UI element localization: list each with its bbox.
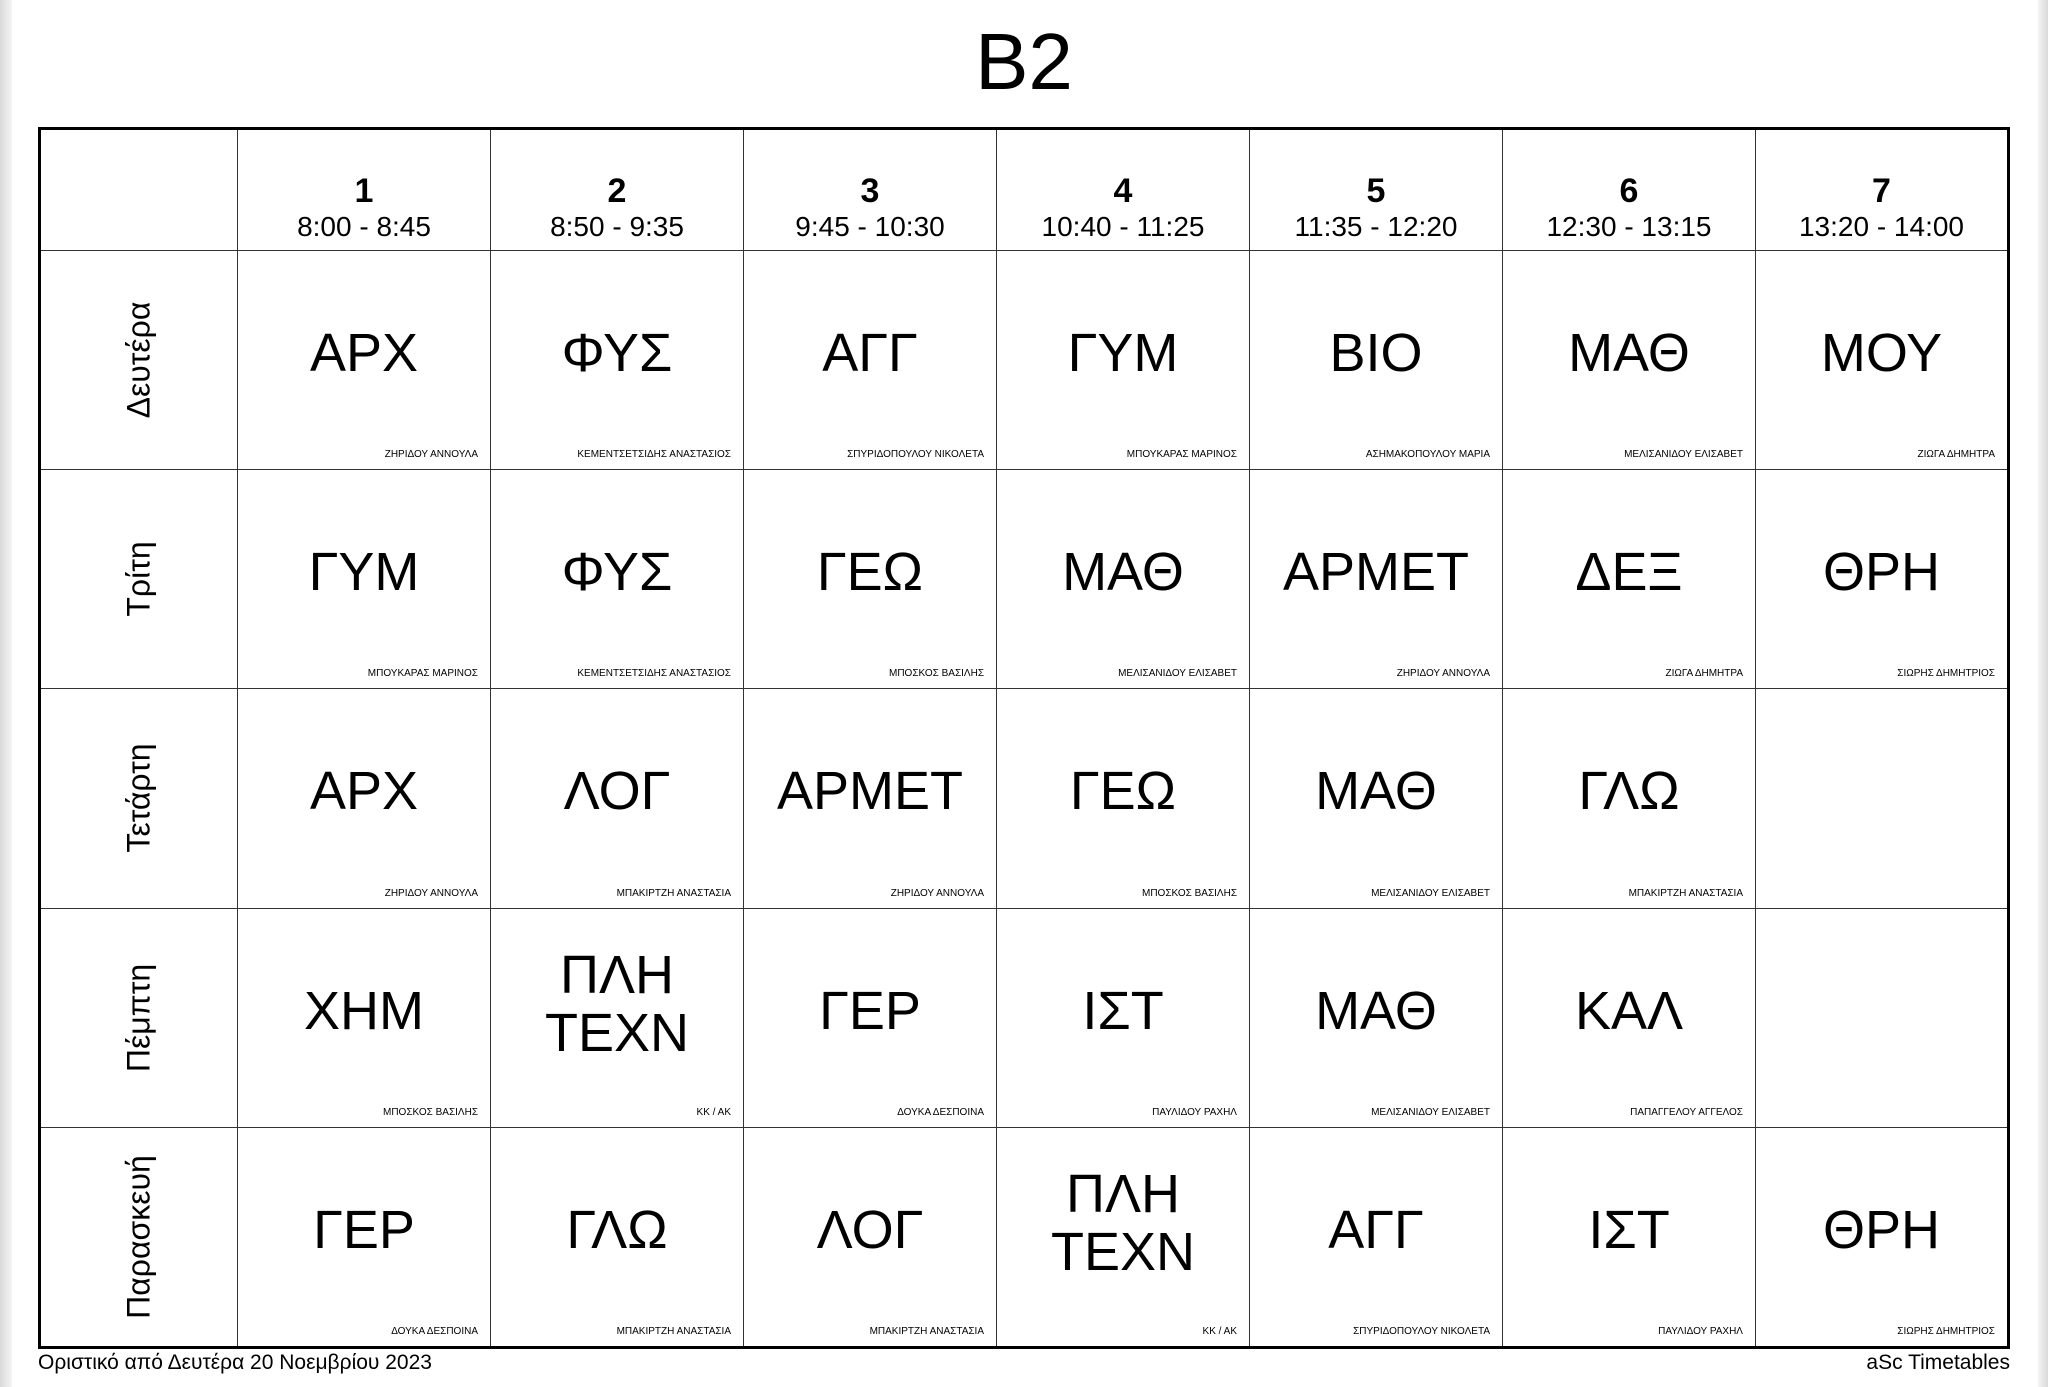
lesson-cell: [1503, 908, 1756, 1127]
period-header-1: [238, 129, 491, 251]
lesson-cell: [1503, 689, 1756, 908]
period-header-2: [491, 129, 744, 251]
teacher-name: ΣΠΥΡΙΔΟΠΟΥΛΟΥ ΝΙΚΟΛΕΤΑ: [847, 449, 984, 461]
period-number: 6: [1619, 172, 1639, 210]
teacher-name: ΜΠΟΥΚΑΡΑΣ ΜΑΡΙΝΟΣ: [367, 668, 478, 680]
lesson-cell: [238, 470, 491, 689]
subject-code: ΓΕΡ: [819, 980, 921, 1041]
lesson-cell: [1250, 1127, 1503, 1347]
teacher-name: ΖΙΩΓΑ ΔΗΜΗΤΡΑ: [1917, 449, 1995, 461]
subject-code: ΦΥΣ: [561, 323, 673, 384]
subject-code: ΛΟΓ: [816, 1199, 924, 1260]
subject-code: ΠΛΗ ΤΕΧΝ: [544, 944, 690, 1063]
day-label: Τρίτη: [120, 541, 157, 617]
period-time: 11:35 - 12:20: [1294, 211, 1458, 242]
day-row: [40, 470, 2009, 689]
lesson-cell: [744, 470, 997, 689]
lesson-cell: [997, 1127, 1250, 1347]
period-header-3: [744, 129, 997, 251]
teacher-name: ΜΠΟΥΚΑΡΑΣ ΜΑΡΙΝΟΣ: [1126, 449, 1237, 461]
lesson-cell: [997, 689, 1250, 908]
subject-code: ΜΟΥ: [1820, 323, 1943, 384]
lesson-cell: [744, 251, 997, 470]
teacher-name: ΚΚ / ΑΚ: [696, 1106, 731, 1118]
period-header-6: [1503, 129, 1756, 251]
subject-code: ΑΡΧ: [309, 323, 419, 384]
lesson-cell: [1250, 689, 1503, 908]
subject-code: ΑΡΜΕΤ: [1282, 542, 1470, 603]
subject-code: ΘΡΗ: [1822, 1199, 1941, 1260]
teacher-name: ΚΚ / ΑΚ: [1202, 1326, 1237, 1337]
lesson-cell: [1756, 251, 2009, 470]
subject-code: ΜΑΘ: [1315, 761, 1437, 822]
lesson-cell: [491, 689, 744, 908]
page-edge-left: [0, 0, 12, 1387]
day-header: [40, 689, 238, 908]
period-header-7: [1756, 129, 2009, 251]
lesson-cell: [238, 1127, 491, 1347]
subject-code: ΓΥΜ: [1067, 323, 1179, 384]
subject-code: ΚΑΛ: [1574, 980, 1684, 1041]
period-number: 2: [607, 172, 627, 210]
subject-code: ΜΑΘ: [1315, 980, 1437, 1041]
lesson-cell: [1756, 1127, 2009, 1347]
day-label: Πέμπτη: [120, 963, 157, 1072]
teacher-name: ΖΗΡΙΔΟΥ ΑΝΝΟΥΛΑ: [384, 887, 478, 899]
lesson-cell: [1503, 470, 1756, 689]
generator-credit: aSc Timetables: [1866, 1351, 2010, 1374]
subject-code: ΜΑΘ: [1568, 323, 1690, 384]
subject-code: ΙΣΤ: [1588, 1199, 1670, 1260]
period-time: 8:00 - 8:45: [297, 211, 431, 242]
subject-code: ΠΛΗ ΤΕΧΝ: [1050, 1163, 1196, 1282]
subject-code: ΑΡΧ: [309, 761, 419, 822]
teacher-name: ΠΑΥΛΙΔΟΥ ΡΑΧΗΛ: [1658, 1326, 1743, 1337]
teacher-name: ΜΠΟΣΚΟΣ ΒΑΣΙΛΗΣ: [383, 1106, 478, 1118]
subject-code: ΓΛΩ: [566, 1199, 668, 1260]
subject-code: ΛΟΓ: [563, 761, 671, 822]
lesson-cell: [238, 908, 491, 1127]
subject-code: ΓΕΡ: [313, 1199, 415, 1260]
lesson-cell-empty: [1756, 908, 2009, 1127]
teacher-name: ΜΕΛΙΣΑΝΙΔΟΥ ΕΛΙΣΑΒΕΤ: [1371, 887, 1490, 899]
teacher-name: ΔΟΥΚΑ ΔΕΣΠΟΙΝΑ: [897, 1106, 984, 1118]
period-number: 4: [1113, 172, 1133, 210]
lesson-cell: [1250, 908, 1503, 1127]
corner-cell: [40, 129, 238, 251]
subject-code: ΑΓΓ: [1328, 1199, 1424, 1260]
lesson-cell: [744, 689, 997, 908]
period-header-5: [1250, 129, 1503, 251]
period-time: 13:20 - 14:00: [1798, 211, 1965, 242]
day-header: [40, 1127, 238, 1347]
lesson-cell: [997, 470, 1250, 689]
lesson-cell: [491, 470, 744, 689]
validity-note: Οριστικό από Δευτέρα 20 Νοεμβρίου 2023: [38, 1351, 432, 1374]
lesson-cell: [491, 908, 744, 1127]
teacher-name: ΜΕΛΙΣΑΝΙΔΟΥ ΕΛΙΣΑΒΕΤ: [1371, 1106, 1490, 1118]
teacher-name: ΜΠΑΚΙΡΤΖΗ ΑΝΑΣΤΑΣΙΑ: [1628, 887, 1743, 899]
teacher-name: ΖΙΩΓΑ ΔΗΜΗΤΡΑ: [1665, 668, 1743, 680]
teacher-name: ΜΠΑΚΙΡΤΖΗ ΑΝΑΣΤΑΣΙΑ: [869, 1326, 984, 1337]
page-title: B2: [975, 17, 1073, 106]
teacher-name: ΜΠΑΚΙΡΤΖΗ ΑΝΑΣΤΑΣΙΑ: [616, 887, 731, 899]
lesson-cell: [1250, 251, 1503, 470]
subject-code: ΔΕΞ: [1575, 542, 1683, 603]
teacher-name: ΖΗΡΙΔΟΥ ΑΝΝΟΥΛΑ: [384, 449, 478, 461]
subject-code: ΒΙΟ: [1329, 323, 1423, 384]
teacher-name: ΖΗΡΙΔΟΥ ΑΝΝΟΥΛΑ: [890, 887, 984, 899]
subject-code: ΓΛΩ: [1578, 761, 1680, 822]
lesson-cell: [238, 689, 491, 908]
teacher-name: ΣΙΩΡΗΣ ΔΗΜΗΤΡΙΟΣ: [1897, 668, 1995, 680]
subject-code: ΘΡΗ: [1822, 542, 1941, 603]
period-number: 3: [860, 172, 880, 210]
subject-code: ΦΥΣ: [561, 542, 673, 603]
period-header-row: [40, 129, 2009, 251]
teacher-name: ΜΠΟΣΚΟΣ ΒΑΣΙΛΗΣ: [1142, 887, 1237, 899]
teacher-name: ΚΕΜΕΝΤΣΕΤΣΙΔΗΣ ΑΝΑΣΤΑΣΙΟΣ: [577, 449, 731, 461]
lesson-cell: [491, 251, 744, 470]
teacher-name: ΠΑΥΛΙΔΟΥ ΡΑΧΗΛ: [1152, 1106, 1237, 1118]
lesson-cell-empty: [1756, 689, 2009, 908]
teacher-name: ΔΟΥΚΑ ΔΕΣΠΟΙΝΑ: [391, 1326, 478, 1337]
teacher-name: ΜΕΛΙΣΑΝΙΔΟΥ ΕΛΙΣΑΒΕΤ: [1624, 449, 1743, 461]
lesson-cell: [1503, 1127, 1756, 1347]
day-header: [40, 908, 238, 1127]
subject-code: ΙΣΤ: [1082, 980, 1164, 1041]
subject-code: ΑΓΓ: [822, 323, 918, 384]
teacher-name: ΜΕΛΙΣΑΝΙΔΟΥ ΕΛΙΣΑΒΕΤ: [1118, 668, 1237, 680]
subject-code: ΓΕΩ: [1069, 761, 1177, 822]
subject-code: ΓΥΜ: [308, 542, 420, 603]
period-header-4: [997, 129, 1250, 251]
lesson-cell: [997, 251, 1250, 470]
period-number: 1: [354, 172, 374, 210]
period-time: 12:30 - 13:15: [1546, 211, 1712, 242]
teacher-name: ΠΑΠΑΓΓΕΛΟΥ ΑΓΓΕΛΟΣ: [1630, 1106, 1743, 1118]
lesson-cell: [744, 908, 997, 1127]
timetable: [38, 127, 2010, 1349]
teacher-name: ΖΗΡΙΔΟΥ ΑΝΝΟΥΛΑ: [1396, 668, 1490, 680]
lesson-cell: [1756, 470, 2009, 689]
lesson-cell: [744, 1127, 997, 1347]
teacher-name: ΚΕΜΕΝΤΣΕΤΣΙΔΗΣ ΑΝΑΣΤΑΣΙΟΣ: [577, 668, 731, 680]
day-header: [40, 470, 238, 689]
day-label: Τετάρτη: [120, 743, 157, 854]
day-header: [40, 251, 238, 470]
teacher-name: ΜΠΑΚΙΡΤΖΗ ΑΝΑΣΤΑΣΙΑ: [616, 1326, 731, 1337]
day-label: Δευτέρα: [120, 301, 157, 419]
day-row: [40, 908, 2009, 1127]
lesson-cell: [997, 908, 1250, 1127]
teacher-name: ΣΠΥΡΙΔΟΠΟΥΛΟΥ ΝΙΚΟΛΕΤΑ: [1353, 1326, 1490, 1337]
day-row: [40, 1127, 2009, 1347]
subject-code: ΜΑΘ: [1062, 542, 1184, 603]
period-time: 8:50 - 9:35: [550, 211, 684, 242]
page-edge-right: [2038, 0, 2048, 1387]
teacher-name: ΜΠΟΣΚΟΣ ΒΑΣΙΛΗΣ: [889, 668, 984, 680]
lesson-cell: [491, 1127, 744, 1347]
lesson-cell: [1503, 251, 1756, 470]
period-number: 5: [1366, 172, 1386, 210]
subject-code: ΧΗΜ: [304, 980, 424, 1041]
subject-code: ΑΡΜΕΤ: [776, 761, 964, 822]
lesson-cell: [238, 251, 491, 470]
period-number: 7: [1872, 172, 1891, 210]
teacher-name: ΑΣΗΜΑΚΟΠΟΥΛΟΥ ΜΑΡΙΑ: [1365, 449, 1490, 461]
period-time: 9:45 - 10:30: [795, 211, 945, 242]
subject-code: ΓΕΩ: [816, 542, 924, 603]
day-row: [40, 689, 2009, 908]
lesson-cell: [1250, 470, 1503, 689]
day-row: [40, 251, 2009, 470]
day-label: Παρασκευή: [120, 1155, 157, 1319]
teacher-name: ΣΙΩΡΗΣ ΔΗΜΗΤΡΙΟΣ: [1897, 1326, 1995, 1337]
period-time: 10:40 - 11:25: [1041, 211, 1205, 242]
